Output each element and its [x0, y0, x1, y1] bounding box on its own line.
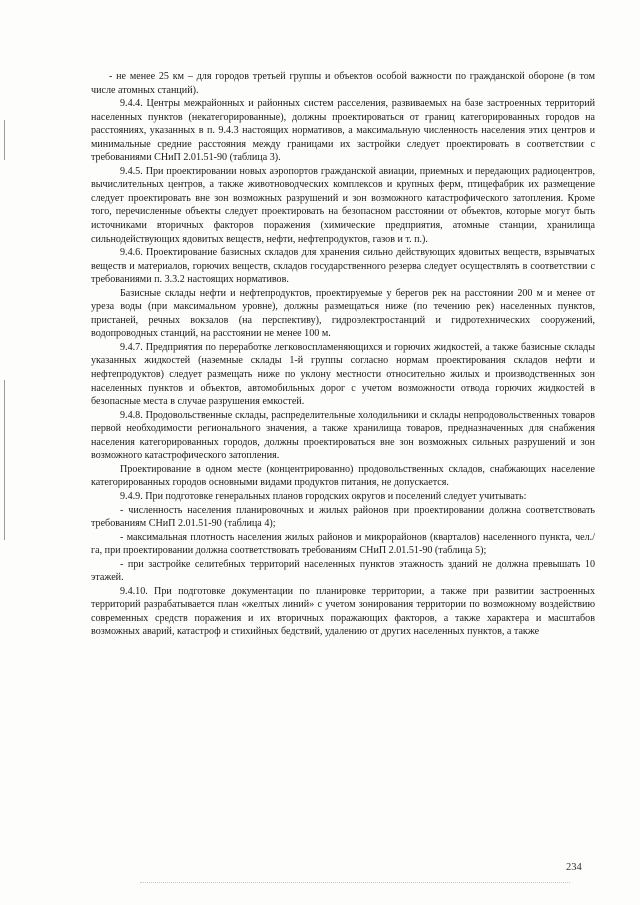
list-item-population: - численность населения планировочных и жилых районов при проектировании должна соответствовать требованиям СНиП 2.01.51-90 (таблица 4);: [91, 504, 595, 530]
list-item-floors: - при застройке селитебных территорий населенных пунктов этажность зданий не должна превышать 10 этажей.: [91, 558, 595, 584]
scan-artifact: [4, 380, 5, 540]
scan-artifact: [140, 882, 570, 884]
paragraph-food-depots: Проектирование в одном месте (концентрированно) продовольственных складов, снабжающих население категорированных городов основными видами продуктов питания, не допускается.: [91, 463, 595, 489]
paragraph-intro: - не менее 25 км – для городов третьей группы и объектов особой важности по гражданской обороне (в том числе атомных станций).: [91, 71, 595, 96]
document-body: [91, 70, 595, 639]
list-item-density: - максимальная плотность населения жилых районов и микрорайонов (кварталов) населенного пункта, чел./га, при проектировании должна соответствовать требованиям СНиП 2.01.51-90 (таблица 5);: [91, 531, 595, 557]
paragraph-9-4-8: 9.4.8. Продовольственные склады, распределительные холодильники и склады непродовольственных товаров первой необходимости регионального значения, а также хранилища товаров, предназначенных для снабжения населения категорированных городов, должны проектироваться вне зон возможных сильных разрушений и зон возможного катастрофического затопления.: [91, 409, 595, 462]
paragraph-9-4-9: 9.4.9. При подготовке генеральных планов городских округов и поселений следует учитывать:: [120, 490, 527, 502]
scan-artifact: [4, 120, 5, 160]
paragraph-9-4-6: 9.4.6. Проектирование базисных складов для хранения сильно действующих ядовитых веществ, взрывчатых веществ и материалов, горючих веществ, складов государственного резерва следует осуществлять в соответствии с требованиями п. 3.3.2 настоящих нормативов.: [91, 247, 595, 286]
paragraph-oil-depots: Базисные склады нефти и нефтепродуктов, проектируемые у берегов рек на расстоянии 200 м и менее от уреза воды (при максимальном уровне), должны размещаться ниже (по течению рек) населенных пунктов, пристаней, речных вокзалов (на перспективу), гидроэлектростанций и гидротехнических сооружений, водопроводных станций, на расстоянии не менее 100 м.: [91, 287, 595, 340]
page-number: 234: [566, 862, 582, 873]
paragraph-9-4-7: 9.4.7. Предприятия по переработке легковоспламеняющихся и горючих жидкостей, а также базисные склады указанных жидкостей (наземные склады 1-й группы согласно нормам проектирования складов нефти и нефтепродуктов) следует размещать ниже по уклону местности относительно жилых и производственных зон населенных пунктов и объектов, автомобильных дорог с учетом возможности отвода горючих жидкостей в безопасные места в случае разрушения емкостей.: [91, 341, 595, 408]
paragraph-9-4-5: 9.4.5. При проектировании новых аэропортов гражданской авиации, приемных и передающих радиоцентров, вычислительных центров, а также животноводческих комплексов и крупных ферм, птицефабрик их размещение следует проектировать вне зон возможных разрушений и зон возможного катастрофического затопления. Кроме того, перечисленные объекты следует проектировать на безопасном расстоянии от объектов, которые могут быть источниками вторичных факторов поражения (химические предприятия, атомные станции, хранилища сильнодействующих ядовитых веществ, нефти, нефтепродуктов, газов и т. п.).: [91, 165, 595, 245]
paragraph-9-4-10: 9.4.10. При подготовке документации по планировке территории, а также при развитии застроенных территорий разрабатывается план «желтых линий» с учетом зонирования территории по возможному воздействию современных средств поражения и их вторичных поражающих факторов, а также характера и масштабов возможных аварий, катастроф и стихийных бедствий, удалению от других населенных пунктов, а также: [91, 585, 595, 638]
paragraph-9-4-4: 9.4.4. Центры межрайонных и районных систем расселения, развиваемых на базе застроенных территорий населенных пунктов (некатегорированные), должны проектироваться от границ категорированных городов на расстояниях, указанных в п. 9.4.3 настоящих нормативов, а максимальную численность населения этих центров и минимальные средние расстояния между границами их застройки следует проектировать в соответствии с требованиями СНиП 2.01.51-90 (таблица 3).: [91, 98, 595, 164]
